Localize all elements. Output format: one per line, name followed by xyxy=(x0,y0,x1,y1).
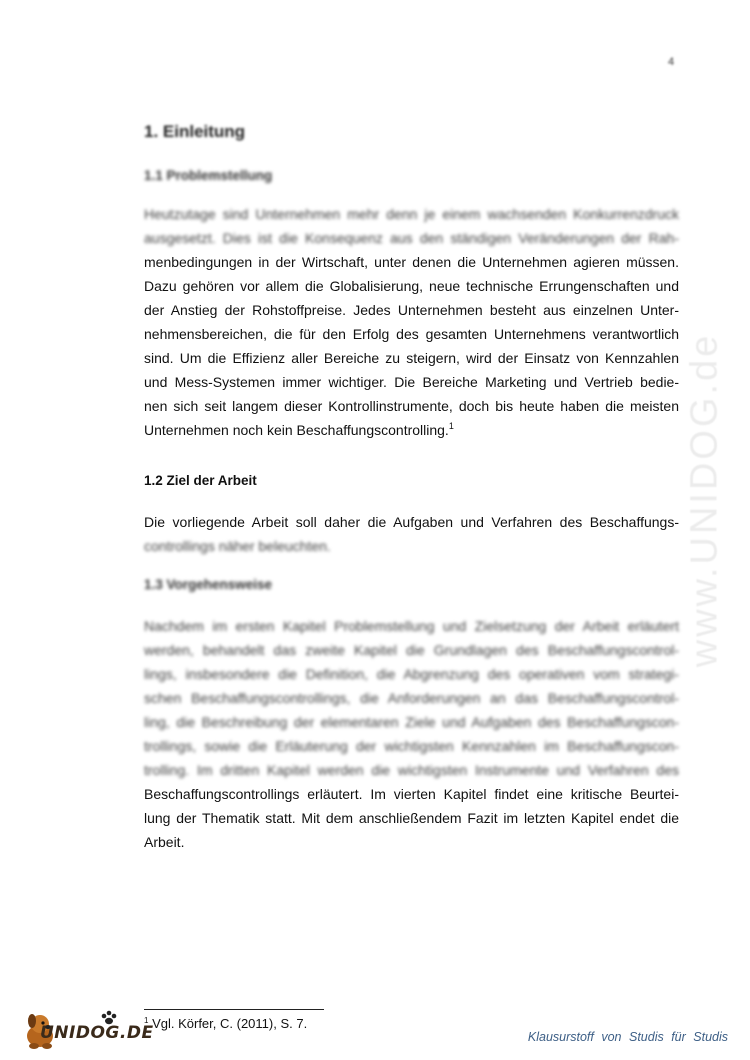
blurred-text-line: trolling. Im dritten Kapitel werden die wichtigsten Instrumente und Verfahren des xyxy=(144,762,679,778)
section-heading-vorgehensweise: 1.3 Vorgehensweise xyxy=(144,577,273,592)
text-line xyxy=(144,418,679,442)
paragraph-problemstellung xyxy=(144,202,679,442)
chapter-heading: 1. Einleitung xyxy=(144,122,246,141)
text-line: menbedingungen in der Wirtschaft, unter denen die Unternehmen agieren müssen. xyxy=(144,254,679,270)
footnote-number: 1 xyxy=(144,1016,149,1025)
blurred-text-line: Heutzutage sind Unternehmen mehr denn je einem wachsenden Konkurrenzdruck xyxy=(144,206,679,222)
text-line: und Mess-Systemen immer wichtiger. Die Bereiche Marketing und Vertrieb bedie- xyxy=(144,374,679,390)
blurred-text-line: controllings näher beleuchten. xyxy=(144,538,331,554)
slogan: Klausurstoff von Studis für Studis xyxy=(527,1030,728,1044)
blurred-text-line: schen Beschaffungscontrollings, die Anforderungen an das Beschaffungscontrol- xyxy=(144,690,679,706)
watermark: www.UNIDOG.de xyxy=(683,332,726,668)
paragraph-ziel xyxy=(144,510,679,558)
blurred-text-line: ling, die Beschreibung der elementaren Ziele und Aufgaben des Beschaffungscon- xyxy=(144,714,679,730)
blurred-text-line: Nachdem im ersten Kapitel Problemstellung und Zielsetzung der Arbeit erläutert xyxy=(144,618,679,634)
text-line: Arbeit. xyxy=(144,834,185,850)
text-line: Die vorliegende Arbeit soll daher die Aufgaben und Verfahren des Beschaffungs- xyxy=(144,514,679,530)
blurred-text-line: trollings, sowie die Erläuterung der wichtigsten Kennzahlen im Beschaffungscon- xyxy=(144,738,679,754)
text-line: Beschaffungscontrollings erläutert. Im vierten Kapitel findet eine kritische Beurtei- xyxy=(144,786,679,802)
section-heading-problemstellung: 1.1 Problemstellung xyxy=(144,168,273,183)
logo-wordmark: UNIDOG.DE xyxy=(40,1023,154,1043)
paragraph-vorgehensweise xyxy=(144,614,679,854)
text-line: sind. Um die Effizienz aller Bereiche zu steigern, wird der Einsatz von Kennzahlen xyxy=(144,350,679,366)
footnote-divider xyxy=(144,1009,324,1010)
text-line: der Anstieg der Rohstoffpreise. Jedes Unternehmen besteht aus einzelnen Unter- xyxy=(144,302,679,318)
footnote-reference: 1 xyxy=(448,421,454,431)
text-line-content: Unternehmen noch kein Beschaffungscontrolling. xyxy=(144,422,449,438)
page-number: 4 xyxy=(668,56,675,68)
text-line: nehmensbereichen, die für den Erfolg des gesamten Unternehmens verantwortlich xyxy=(144,326,679,342)
section-heading-ziel: 1.2 Ziel der Arbeit xyxy=(144,473,257,488)
footnote xyxy=(144,1016,307,1031)
blurred-text-line: werden, behandelt das zweite Kapitel die Grundlagen des Beschaffungscontrol- xyxy=(144,642,679,658)
text-line: nen sich seit langem dieser Kontrollinstrumente, doch bis heute haben die meisten xyxy=(144,398,679,414)
text-line: lung der Thematik statt. Mit dem anschließendem Fazit im letzten Kapitel endet die xyxy=(144,810,679,826)
blurred-text-line: ausgesetzt. Dies ist die Konsequenz aus den ständigen Veränderungen der Rah- xyxy=(144,230,679,246)
blurred-text-line: lings, insbesondere die Definition, die Abgrenzung des operativen vom strategi- xyxy=(144,666,679,682)
text-line: Dazu gehören vor allem die Globalisierung, neue technische Errungenschaften und xyxy=(144,278,679,294)
footnote-text: Vgl. Körfer, C. (2011), S. 7. xyxy=(152,1016,308,1031)
